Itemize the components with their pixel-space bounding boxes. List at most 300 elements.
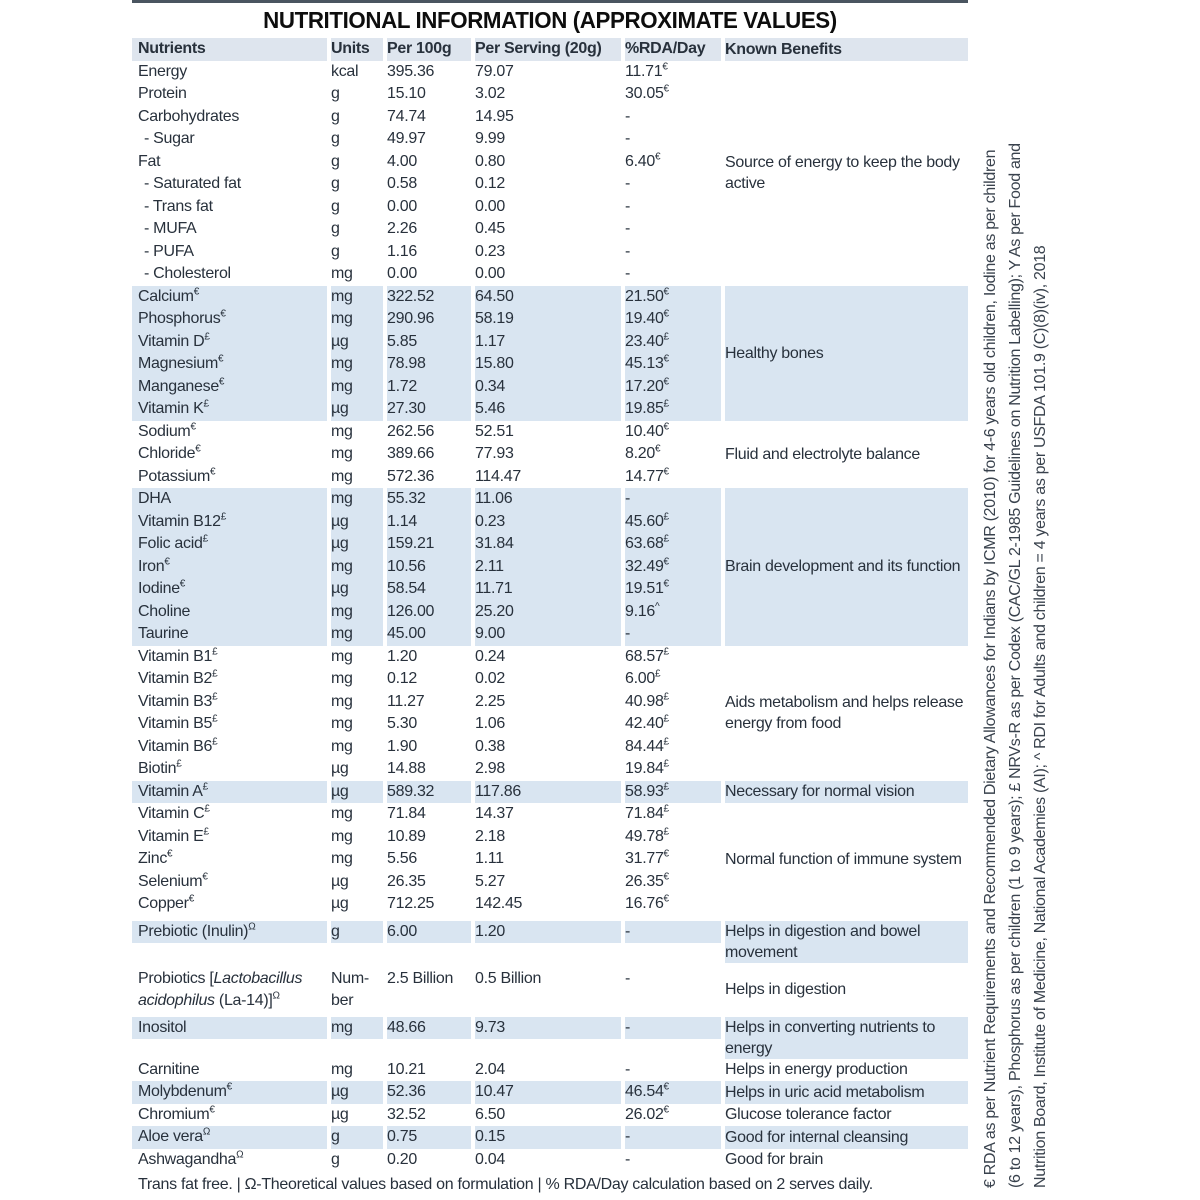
unit-cell: mg [331,670,353,687]
unit-cell: kcal [331,62,359,80]
per-100g-cell: 1.14 [387,511,471,534]
nutrient-row [132,1059,721,1082]
rda-day-cell: - [625,175,631,192]
nutrient-name-cell: Zinc€ [138,848,173,867]
nutrient-name-cell: Calcium€ [132,286,327,309]
per-serving-cell: 6.50 [475,1105,505,1123]
nutrient-name-cell: - Saturated fat [144,175,241,192]
per-serving-cell: 9.99 [475,130,505,147]
top-border-line [132,0,968,3]
nutrient-section-7 [132,803,968,916]
nutrient-row [132,128,721,151]
per-serving-cell: 1.20 [475,921,621,944]
nutrient-section-10 [132,1017,968,1059]
known-benefit-cell: Fluid and electrolyte balance [725,445,920,463]
nutrient-name-cell: - MUFA [144,220,197,237]
per-100g-cell: 2.26 [387,220,417,237]
nutrient-row [132,398,721,421]
per-100g-cell: 712.25 [387,895,435,912]
rda-day-cell: 8.20€ [625,443,661,462]
rda-day-cell: 11.71€ [625,61,668,80]
per-100g-cell: 159.21 [387,533,471,556]
nutrient-section-1 [132,61,968,286]
footnote-line-2: (6 to 12 years), Phosphorus as per children (1 to 9 years); £ NRVs-R as per Codex (CAC/GL 2-1985 Guidelines on Nutrition Labelling); Y As per Food and [1007,143,1024,1188]
rda-day-cell: 49.78£ [625,826,669,845]
nutrition-table [132,0,968,1195]
per-serving-cell: 0.34 [475,376,621,399]
per-serving-cell: 0.12 [475,175,505,192]
nutrient-name-cell: Iron€ [132,556,327,579]
nutrient-name-cell: - Trans fat [144,197,213,215]
nutrient-name-cell: Molybdenum€ [132,1081,327,1104]
nutrient-name-cell: Probiotics [Lactobacillus acidophilus (La-14)]$^\Omega$ [138,969,303,1009]
unit-cell: mg [331,308,383,331]
unit-cell: mg [331,1017,383,1040]
rda-day-cell: - [625,1126,721,1149]
nutrient-row [132,893,721,916]
unit-cell: mg [331,488,383,511]
unit-cell: mg [331,265,353,282]
unit-cell: g [331,107,340,125]
per-serving-cell: 2.11 [475,556,621,579]
nutrient-section-4 [132,488,968,646]
nutrient-row [132,623,721,646]
footnote-line-1: € RDA as per Nutrient Requirements and Recommended Dietary Allowances for Indians by ICMR (2010) for 4-6 years old children, Iodine as per children [982,149,999,1188]
per-100g-cell: 290.96 [387,308,471,331]
rda-day-cell: 21.50€ [625,286,721,309]
nutrient-section-8 [132,921,968,963]
rda-day-cell: - [625,1150,631,1168]
nutrient-name-cell: Carbohydrates [138,107,240,125]
nutrient-row [132,871,721,894]
nutrient-row [132,646,721,669]
nutrient-name-cell: Chromium€ [138,1104,215,1123]
unit-cell: µg [331,398,383,421]
known-benefit-cell: Good for internal cleansing [725,1126,968,1149]
rotated-footnote-text [978,0,1053,1188]
per-100g-cell: 589.32 [387,781,471,804]
nutrient-row [132,173,721,196]
nutrient-row [132,826,721,849]
per-100g-cell: 5.30 [387,715,417,732]
rda-day-cell: 19.40€ [625,308,721,331]
nutrient-row [132,1081,721,1104]
per-100g-cell: 74.74 [387,107,426,125]
per-100g-cell: 45.00 [387,623,471,646]
known-benefit-cell: Helps in uric acid metabolism [725,1081,968,1104]
nutrient-name-cell: Ashwagandha$^\Omega$ [138,1149,244,1168]
per-serving-cell: 9.73 [475,1017,621,1040]
header-cell-units: Units [331,38,383,61]
per-serving-cell: 0.24 [475,647,505,665]
rda-day-cell: 45.60£ [625,511,721,534]
nutrient-row [132,511,721,534]
rda-day-cell: 71.84£ [625,803,669,822]
nutrient-row [132,488,721,511]
nutrient-name-cell: Vitamin E£ [138,826,209,845]
rda-day-cell: - [625,921,721,944]
per-100g-cell: 4.00 [387,152,417,170]
nutrient-row [132,421,721,444]
known-benefit-cell: Helps in digestion and bowel movement [725,921,968,963]
rda-day-cell: - [625,623,721,646]
per-100g-cell: 0.58 [387,175,417,192]
header-cell-per-100g: Per 100g [387,38,471,61]
nutrient-row [132,376,721,399]
per-100g-cell: 71.84 [387,805,426,822]
nutrient-row [132,241,721,264]
nutrient-name-cell: Vitamin B12£ [132,511,327,534]
unit-cell: µg [331,511,383,534]
per-100g-cell: 322.52 [387,286,471,309]
nutrient-section-15 [132,1149,968,1172]
nutrient-row [132,968,721,1012]
rda-day-cell: 26.02€ [625,1104,669,1123]
per-serving-cell: 10.47 [475,1081,621,1104]
nutrient-section-3 [132,421,968,489]
per-100g-cell: 395.36 [387,62,435,80]
nutrient-row [132,1104,721,1127]
per-serving-cell: 14.37 [475,805,514,822]
per-100g-cell: 27.30 [387,398,471,421]
rda-day-cell: - [625,969,631,987]
nutrient-name-cell: Vitamin B5£ [138,713,218,732]
nutrient-name-cell: Prebiotic (Inulin)$^\Omega$ [132,921,327,944]
nutrient-name-cell: Vitamin A£ [132,781,327,804]
nutrient-name-cell: Vitamin D£ [132,331,327,354]
per-100g-cell: 78.98 [387,353,471,376]
known-benefit-cell: Helps in digestion [725,981,846,998]
unit-cell: µg [331,781,383,804]
known-benefit-cell: Healthy bones [725,286,968,421]
per-serving-cell: 0.00 [475,265,505,282]
unit-cell: mg [331,692,353,710]
nutrient-row [132,263,721,286]
per-100g-cell: 0.00 [387,265,417,282]
per-100g-cell: 32.52 [387,1105,426,1123]
rda-day-cell: - [625,1060,631,1078]
unit-cell: g [331,921,383,944]
per-100g-cell: 58.54 [387,578,471,601]
unit-cell: g [331,197,340,215]
rda-day-cell: 16.76€ [625,893,669,912]
nutrient-name-cell: Sodium€ [138,421,196,440]
unit-cell: µg [331,895,349,912]
nutrient-row [132,758,721,781]
unit-cell: mg [331,623,383,646]
nutrient-section-11 [132,1059,968,1082]
per-serving-cell: 11.06 [475,488,621,511]
rda-day-cell: 68.57£ [625,646,669,665]
nutrient-name-cell: Choline [132,601,327,624]
rda-day-cell: 32.49€ [625,556,721,579]
nutrient-name-cell: Manganese€ [132,376,327,399]
nutrient-row [132,106,721,129]
header-cell-per-serving: Per Serving (20g) [475,38,621,61]
unit-cell: mg [331,286,383,309]
rda-day-cell: 19.84£ [625,758,669,777]
rda-day-cell: 19.51€ [625,578,721,601]
rda-day-cell: 58.93£ [625,781,721,804]
nutrient-name-cell: Copper€ [138,893,194,912]
per-serving-cell: 64.50 [475,286,621,309]
per-serving-cell: 25.20 [475,601,621,624]
nutrient-row [132,1017,721,1040]
per-100g-cell: 1.20 [387,647,417,665]
per-serving-cell: 2.25 [475,692,505,710]
unit-cell: g [331,1126,383,1149]
unit-cell: g [331,242,340,260]
per-serving-cell: 2.04 [475,1060,505,1078]
rda-day-cell: - [625,197,631,215]
per-serving-cell: 2.98 [475,760,505,777]
per-serving-cell: 114.47 [475,467,521,485]
per-serving-cell: 15.80 [475,353,621,376]
nutrient-row [132,1149,721,1172]
nutrient-row [132,353,721,376]
rda-day-cell: 10.40€ [625,421,669,440]
header-cell-nutrients: Nutrients [132,38,327,61]
nutrient-name-cell: Chloride€ [138,443,201,462]
per-100g-cell: 26.35 [387,872,426,890]
nutrient-name-cell: Protein [138,85,187,102]
unit-cell: g [331,152,340,170]
unit-cell: µg [331,1105,349,1123]
per-100g-cell: 15.10 [387,85,426,102]
per-100g-cell: 2.5 Billion [387,969,454,987]
nutrient-row [132,713,721,736]
per-100g-cell: 10.21 [387,1060,426,1078]
nutrient-section-13 [132,1104,968,1127]
nutrient-name-cell: Vitamin C£ [138,803,210,822]
rda-day-cell: 6.40€ [625,151,661,170]
unit-cell: g [331,220,340,237]
per-100g-cell: 0.20 [387,1150,417,1168]
rda-day-cell: - [625,130,631,147]
known-benefit-cell: Helps in converting nutrients to energy [725,1017,968,1059]
unit-cell: µg [331,578,383,601]
nutrient-row [132,61,721,84]
known-benefit-cell: Good for brain [725,1151,824,1169]
rda-day-cell: - [625,107,631,125]
unit-cell: mg [331,376,383,399]
per-serving-cell: 0.00 [475,197,505,215]
nutrient-name-cell: Energy [138,62,187,80]
per-serving-cell: 11.71 [475,578,621,601]
per-100g-cell: 262.56 [387,422,435,440]
per-serving-cell: 5.46 [475,398,621,421]
unit-cell: mg [331,850,353,867]
rda-day-cell: 14.77€ [625,466,669,485]
per-100g-cell: 6.00 [387,921,471,944]
unit-cell: mg [331,647,353,665]
rda-day-cell: 31.77€ [625,848,669,867]
per-serving-cell: 1.17 [475,331,621,354]
unit-cell: µg [331,533,383,556]
rda-day-cell: - [625,1017,721,1040]
per-serving-cell: 0.45 [475,220,505,237]
nutrient-row [132,466,721,489]
per-100g-cell: 48.66 [387,1017,471,1040]
unit-cell: g [331,130,340,147]
per-serving-cell: 2.18 [475,827,505,845]
per-100g-cell: 389.66 [387,445,435,462]
nutrient-name-cell: Inositol [132,1017,327,1040]
unit-cell: mg [331,805,353,822]
per-100g-cell: 1.90 [387,737,417,755]
per-100g-cell: 49.97 [387,130,426,147]
known-benefit-cell: Aids metabolism and helps release energy from food [725,694,964,732]
known-benefit-cell: Source of energy to keep the body active [725,154,960,192]
unit-cell: g [331,175,340,192]
nutrient-name-cell: Phosphorus€ [132,308,327,331]
per-100g-cell: 0.75 [387,1126,471,1149]
nutrient-name-cell: Folic acid£ [132,533,327,556]
nutrient-row [132,601,721,624]
nutrient-row [132,848,721,871]
unit-cell: mg [331,827,353,845]
nutrient-name-cell: Vitamin K£ [132,398,327,421]
per-100g-cell: 1.72 [387,376,471,399]
nutrient-name-cell: DHA [132,488,327,511]
page-title: NUTRITIONAL INFORMATION (APPROXIMATE VALUES) [263,7,837,33]
per-serving-cell: 1.06 [475,715,505,732]
per-serving-cell: 58.19 [475,308,621,331]
nutrient-row [132,1126,721,1149]
nutrient-row [132,736,721,759]
per-100g-cell: 55.32 [387,488,471,511]
nutrient-name-cell: Biotin£ [138,758,182,777]
nutrient-name-cell: Carnitine [138,1060,200,1078]
unit-cell: Num-ber [331,969,369,1009]
known-benefit-cell: Glucose tolerance factor [725,1106,892,1124]
per-serving-cell: 0.04 [475,1150,505,1168]
nutrient-name-cell: - Cholesterol [144,265,231,282]
nutrient-row [132,331,721,354]
per-serving-cell: 9.00 [475,623,621,646]
nutrient-row [132,308,721,331]
per-serving-cell: 0.23 [475,242,505,260]
nutrient-row [132,921,721,944]
header-cell-rda-day: %RDA/Day [625,38,721,61]
unit-cell: g [331,1150,340,1168]
per-100g-cell: 572.36 [387,467,435,485]
rda-day-cell: 84.44£ [625,736,669,755]
per-serving-cell: 79.07 [475,62,514,80]
per-100g-cell: 11.27 [387,692,425,710]
rda-day-cell: 46.54€ [625,1081,721,1104]
footnote-line-3: Nutrition Board, Institute of Medicine, National Academies (AI); ^ RDI for Adults and children = 4 years as per USFDA 101.9 (C)(8)(iv), 2018 [1032,245,1049,1188]
unit-cell: mg [331,353,383,376]
per-serving-cell: 0.23 [475,511,621,534]
rda-day-cell: 40.98£ [625,691,669,710]
rda-day-cell: - [625,220,631,237]
header-cell-known-benefits: Known Benefits [725,38,968,61]
unit-cell: mg [331,467,353,485]
per-100g-cell: 5.56 [387,850,417,867]
rda-day-cell: 17.20€ [625,376,721,399]
nutrient-row [132,556,721,579]
per-serving-cell: 31.84 [475,533,621,556]
per-100g-cell: 0.00 [387,197,417,215]
per-serving-cell: 0.02 [475,670,505,687]
per-serving-cell: 142.45 [475,895,523,912]
per-serving-cell: 77.93 [475,445,514,462]
rda-day-cell: - [625,242,631,260]
unit-cell: µg [331,760,349,777]
per-serving-cell: 0.38 [475,737,505,755]
nutrient-section-12 [132,1081,968,1104]
per-100g-cell: 52.36 [387,1081,471,1104]
nutrient-row [132,578,721,601]
nutrient-name-cell: Magnesium€ [132,353,327,376]
known-benefit-cell: Normal function of immune system [725,850,962,868]
per-100g-cell: 14.88 [387,760,426,777]
nutrient-row [132,443,721,466]
unit-cell: mg [331,601,383,624]
rda-day-cell: 19.85£ [625,398,721,421]
nutrient-name-cell: Taurine [132,623,327,646]
known-benefit-cell: Necessary for normal vision [725,781,968,804]
footnote-bottom: Trans fat free. | Ω-Theoretical values based on formulation | % RDA/Day calculation based on 2 serves daily. [138,1176,873,1193]
per-serving-cell: 3.02 [475,85,505,102]
nutrient-name-cell: Vitamin B6£ [138,736,218,755]
per-serving-cell: 5.27 [475,872,505,890]
table-body [132,61,968,1172]
nutrient-row [132,691,721,714]
rda-day-cell: 23.40£ [625,331,721,354]
nutrient-row [132,218,721,241]
nutrient-section-5 [132,646,968,781]
unit-cell: g [331,85,340,102]
nutrient-name-cell: Fat [138,152,161,170]
unit-cell: µg [331,872,349,890]
rda-day-cell: - [625,488,721,511]
unit-cell: mg [331,556,383,579]
nutrient-name-cell: - PUFA [144,242,194,260]
nutrient-name-cell: Selenium€ [138,871,208,890]
nutrient-row [132,803,721,826]
unit-cell: mg [331,715,353,732]
nutrient-section-9 [132,968,968,1012]
nutrient-row [132,151,721,174]
per-serving-cell: 14.95 [475,107,514,125]
rda-day-cell: 42.40£ [625,713,669,732]
unit-cell: µg [331,331,383,354]
rda-day-cell: 26.35€ [625,871,669,890]
rda-day-cell: 6.00£ [625,668,661,687]
nutrient-name-cell: - Sugar [144,130,195,147]
rda-day-cell: 63.68£ [625,533,721,556]
nutrient-section-14 [132,1126,968,1149]
nutrient-row [132,286,721,309]
per-serving-cell: 52.51 [475,422,514,440]
per-100g-cell: 0.12 [387,670,417,687]
nutrient-name-cell: Potassium€ [138,466,216,485]
per-serving-cell: 0.15 [475,1126,621,1149]
nutrient-name-cell: Vitamin B3£ [138,691,218,710]
nutrient-row [132,668,721,691]
per-serving-cell: 0.80 [475,152,505,170]
per-100g-cell: 5.85 [387,331,471,354]
nutrient-row [132,781,721,804]
nutrient-section-6 [132,781,968,804]
nutrient-name-cell: Aloe vera$^\Omega$ [132,1126,327,1149]
known-benefit-cell: Brain development and its function [725,488,968,646]
nutrient-row [132,533,721,556]
unit-cell: mg [331,422,353,440]
rda-day-cell: 45.13€ [625,353,721,376]
